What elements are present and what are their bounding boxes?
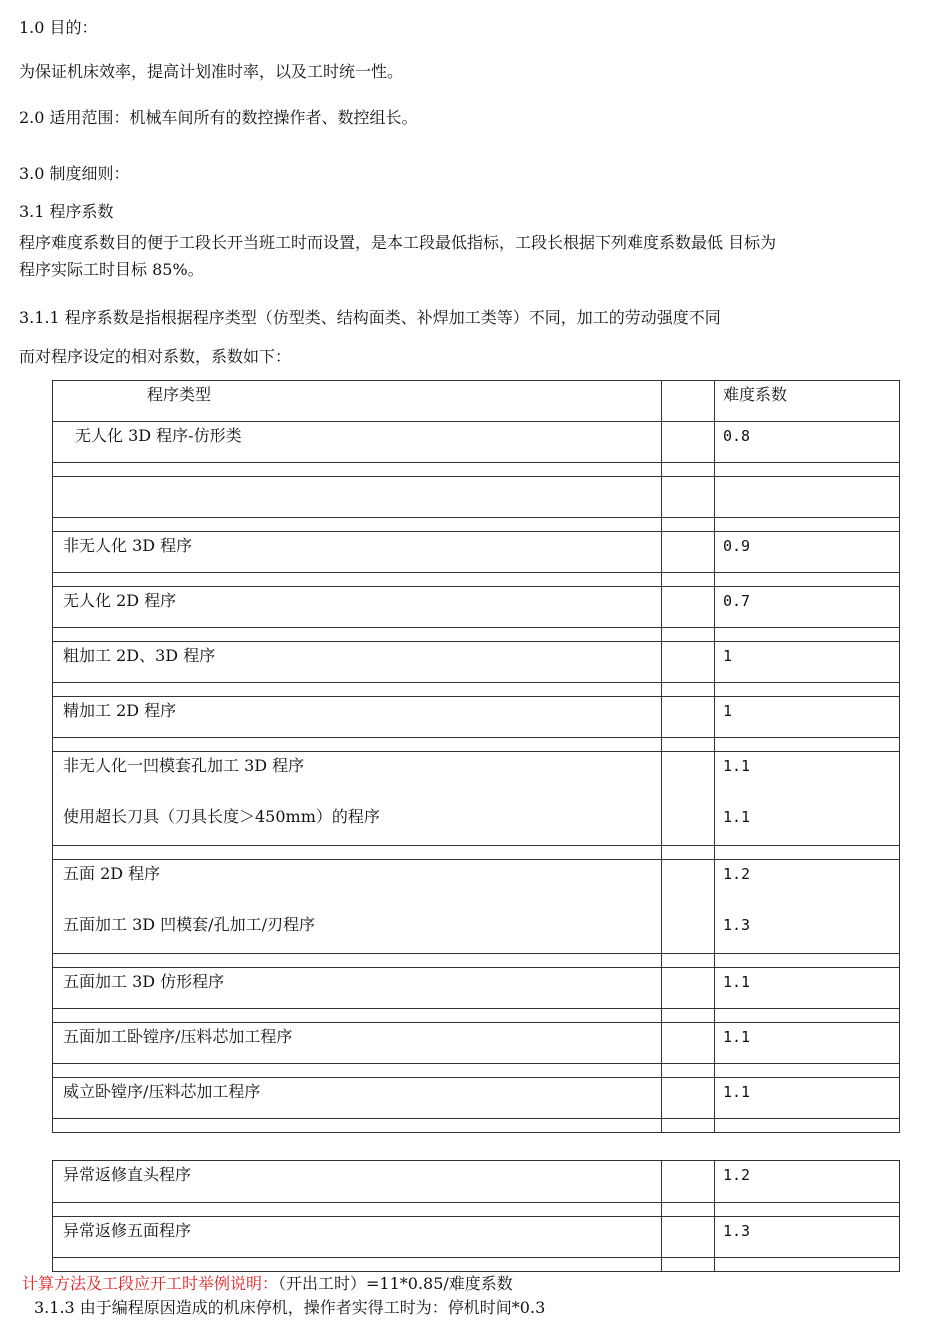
table-row [53,477,900,518]
row-type: 粗加工 2D、3D 程序 [63,646,216,665]
section-3-1-3: 3.1.3 由于编程原因造成的机床停机，操作者实得工时为：停机时间*0.3 [34,1298,546,1317]
row-type: 无人化 3D 程序-仿形类 [75,426,242,445]
table-row [53,968,900,1009]
row-coef: 1.2 [723,1166,751,1184]
table-row [53,1161,900,1203]
rules-heading: 3.0 制度细则： [19,164,130,183]
scope-text: 2.0 适用范围：机械车间所有的数控操作者、数控组长。 [19,108,418,127]
row-coef: 1 [723,702,733,720]
row-type [63,477,661,480]
calc-line [22,1273,513,1295]
row-coef [723,477,899,480]
table-row [53,752,900,846]
section-3-1-1-line1: 3.1.1 程序系数是指根据程序类型（仿型类、结构面类、补焊加工类等）不同，加工的劳动强度不同 [19,308,721,327]
table-row [53,587,900,628]
table-header-row [53,381,900,422]
table-row [53,532,900,573]
section-3-1-line2: 程序实际工时目标 85%。 [19,260,204,279]
section-3-1-heading: 3.1 程序系数 [19,202,114,221]
row-type: 异常返修直头程序 [63,1165,192,1184]
row-coef: 0.7 [723,592,751,610]
table-row [53,422,900,463]
table-row [53,642,900,683]
section-3-1-line1: 程序难度系数目的便于工段长开当班工时而设置，是本工段最低指标，工段长根据下列难度系数最低 目标为 [19,233,777,252]
row-type: 精加工 2D 程序 [63,701,177,720]
row-type: 无人化 2D 程序 [63,591,177,610]
row-type-secondary: 使用超长刀具（刀具长度＞450mm）的程序 [63,807,380,826]
row-coef: 1.3 [723,1222,751,1240]
coefficient-table-2 [52,1160,900,1272]
row-coef: 0.9 [723,537,751,555]
coefficient-table [52,380,900,1133]
row-coef-secondary: 1.3 [723,916,751,934]
row-coef: 1.1 [723,1083,751,1101]
row-type: 威立卧镗序/压料芯加工程序 [63,1082,261,1101]
purpose-text: 为保证机床效率，提高计划准时率，以及工时统一性。 [19,62,404,81]
row-type: 异常返修五面程序 [63,1221,192,1240]
header-coef: 难度系数 [723,385,788,404]
table-row [53,860,900,954]
table-row [53,1023,900,1064]
row-type-secondary: 五面加工 3D 凹模套/孔加工/刃程序 [63,915,315,934]
section-3-1-1-line2: 而对程序设定的相对系数，系数如下： [19,347,292,366]
row-type: 五面加工 3D 仿形程序 [63,972,225,991]
header-type: 程序类型 [147,385,212,404]
row-type: 五面 2D 程序 [63,864,161,883]
row-type: 五面加工卧镗序/压料芯加工程序 [63,1027,293,1046]
table-row [53,1078,900,1119]
table-row [53,697,900,738]
calc-formula: （开出工时）=11*0.85/难度系数 [278,1274,513,1293]
row-coef: 0.8 [723,427,751,445]
row-coef: 1.1 [723,757,751,775]
purpose-heading: 1.0 目的： [19,18,98,37]
row-coef-secondary: 1.1 [723,808,751,826]
row-coef: 1.2 [723,865,751,883]
row-coef: 1.1 [723,1028,751,1046]
calc-label: 计算方法及工段应开工时举例说明： [22,1274,279,1293]
table-row [53,1217,900,1258]
row-coef: 1 [723,647,733,665]
row-type: 非无人化一凹模套孔加工 3D 程序 [63,756,305,775]
row-coef: 1.1 [723,973,751,991]
row-type: 非无人化 3D 程序 [63,536,193,555]
